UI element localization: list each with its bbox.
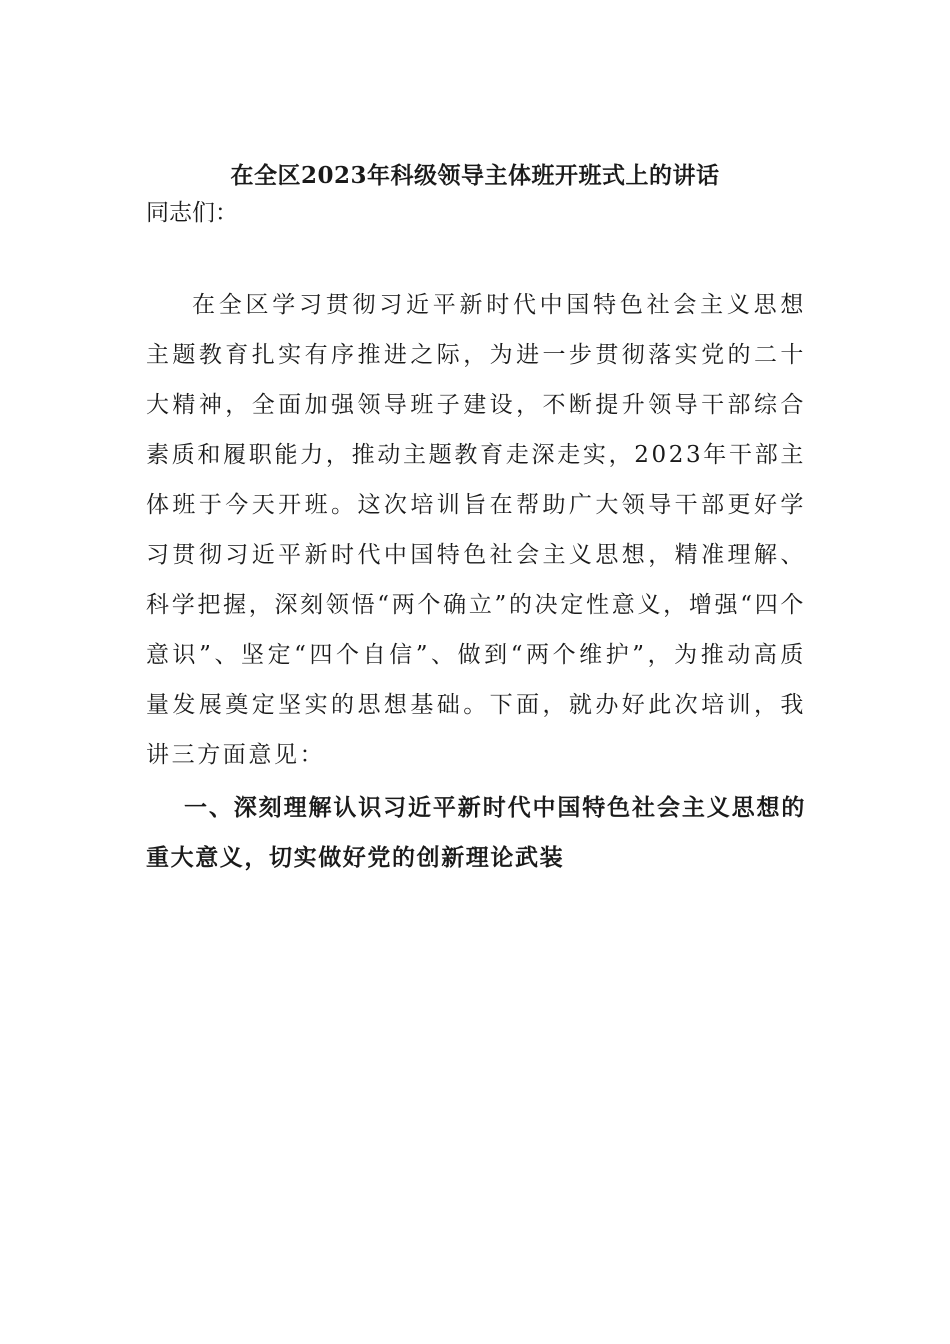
document-title: 在全区2023年科级领导主体班开班式上的讲话 <box>230 162 720 189</box>
salutation: 同志们： <box>146 200 238 226</box>
section-heading: 一、深刻理解认识习近平新时代中国特色社会主义思想的重大意义，切实做好党的创新理论武装 <box>146 794 806 871</box>
body-paragraph: 在全区学习贯彻习近平新时代中国特色社会主义思想主题教育扎实有序推进之际，为进一步贯彻落实党的二十大精神，全面加强领导班子建设，不断提升领导干部综合素质和履职能力，推动主题教育走深走实，2023年干部主体班于今天开班。这次培训旨在帮助广大领导干部更好学习贯彻习近平新时代中国特色社会主义思想，精准理解、科学把握，深刻领悟“两个确立”的决定性意义，增强“四个意识”、坚定“四个自信”、做到“两个维护”，为推动高质量发展奠定坚实的思想基础。下面，就办好此次培训，我讲三方面意见： <box>146 292 806 768</box>
